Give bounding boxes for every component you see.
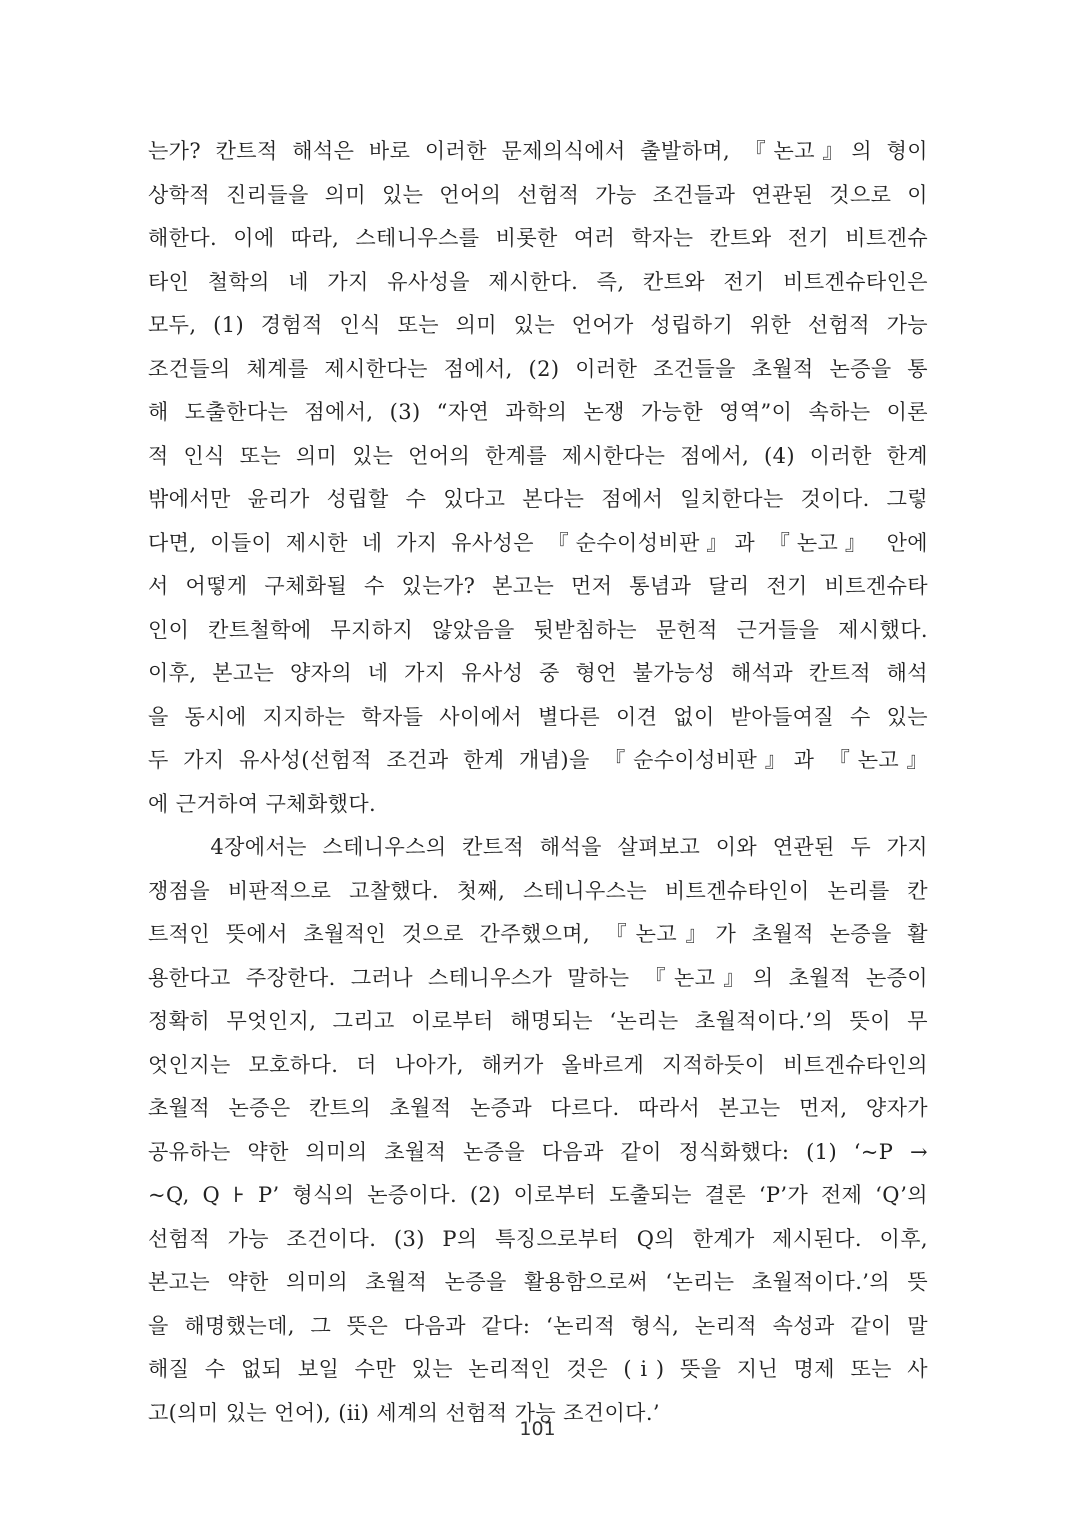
text-line: 해 도출한다는 점에서, (3) “자연 과학의 논쟁 가능한 영역”이 속하는 이론	[148, 400, 928, 424]
text-line: 두 가지 유사성(선험적 조건과 한계 개념)을 『순수이성비판』과 『논고』	[148, 748, 928, 772]
text-line: 타인 철학의 네 가지 유사성을 제시한다. 즉, 칸트와 전기 비트겐슈타인은	[148, 269, 928, 294]
text-line: 정확히 무엇인지, 그리고 이로부터 해명되는 ‘논리는 초월적이다.’의 뜻이 무	[148, 1009, 928, 1033]
text-line: 다면, 이들이 제시한 네 가지 유사성은 『순수이성비판』과 『논고』 안에	[148, 530, 928, 555]
text-line: 고(의미 있는 언어), (ⅱ) 세계의 선험적 가능 조건이다.’	[148, 1400, 660, 1425]
paragraph-1	[148, 130, 928, 826]
text-line: 모두, (1) 경험적 인식 또는 의미 있는 언어가 성립하기 위한 선험적 가능	[148, 313, 928, 337]
text-line: 해한다. 이에 따라, 스테니우스를 비롯한 여러 학자는 칸트와 전기 비트겐슈	[148, 226, 928, 250]
text-line: 선험적 가능 조건이다. (3) P의 특징으로부터 Q의 한계가 제시된다. 이후,	[148, 1226, 928, 1251]
text-line: 는가? 칸트적 해석은 바로 이러한 문제의식에서 출발하며, 『논고』의 형이	[148, 139, 928, 163]
text-line: 상학적 진리들을 의미 있는 언어의 선험적 가능 조건들과 연관된 것으로 이	[148, 182, 928, 207]
text-line: 적 인식 또는 의미 있는 언어의 한계를 제시한다는 점에서, (4) 이러한 한계	[148, 443, 928, 468]
text-line: 이후, 본고는 양자의 네 가지 유사성 중 형언 불가능성 해석과 칸트적 해석	[148, 661, 928, 685]
paragraph-2	[148, 826, 928, 1435]
text-line: 공유하는 약한 의미의 초월적 논증을 다음과 같이 정식화했다: (1) ‘~P →	[148, 1139, 928, 1164]
page-number: 101	[519, 1418, 556, 1440]
text-line: 을 동시에 지지하는 학자들 사이에서 별다른 이견 없이 받아들여질 수 있는	[148, 704, 928, 729]
text-line: 본고는 약한 의미의 초월적 논증을 활용함으로써 ‘논리는 초월적이다.’의 뜻	[148, 1270, 928, 1294]
text-line: 해질 수 없되 보일 수만 있는 논리적인 것은 (ⅰ) 뜻을 지닌 명제 또는 사	[148, 1357, 928, 1381]
text-line: 쟁점을 비판적으로 고찰했다. 첫째, 스테니우스는 비트겐슈타인이 논리를 칸	[148, 878, 928, 903]
text-line: 인이 칸트철학에 무지하지 않았음을 뒷받침하는 문헌적 근거들을 제시했다.	[148, 617, 928, 642]
text-line: 용한다고 주장한다. 그러나 스테니우스가 말하는 『논고』의 초월적 논증이	[148, 965, 928, 990]
text-line: 트적인 뜻에서 초월적인 것으로 간주했으며, 『논고』가 초월적 논증을 활	[148, 922, 928, 946]
text-line: 에 근거하여 구체화했다.	[148, 791, 377, 816]
body-text	[148, 130, 928, 1435]
text-line: 을 해명했는데, 그 뜻은 다음과 같다: ‘논리적 형식, 논리적 속성과 같이 말	[148, 1313, 928, 1338]
text-line: 엇인지는 모호하다. 더 나아가, 해커가 올바르게 지적하듯이 비트겐슈타인의	[148, 1052, 928, 1077]
text-line: 4장에서는 스테니우스의 칸트적 해석을 살펴보고 이와 연관된 두 가지	[148, 835, 928, 859]
text-line: 초월적 논증은 칸트의 초월적 논증과 다르다. 따라서 본고는 먼저, 양자가	[148, 1096, 928, 1120]
text-line: 서 어떻게 구체화될 수 있는가? 본고는 먼저 통념과 달리 전기 비트겐슈타	[148, 574, 928, 598]
text-line: 조건들의 체계를 제시한다는 점에서, (2) 이러한 조건들을 초월적 논증을 통	[148, 356, 928, 381]
text-line: 밖에서만 윤리가 성립할 수 있다고 본다는 점에서 일치한다는 것이다. 그렇	[148, 487, 928, 511]
text-line: ~Q, Q ⊦ P’ 형식의 논증이다. (2) 이로부터 도출되는 결론 ‘P’가 전제 ‘Q’의	[148, 1183, 928, 1207]
